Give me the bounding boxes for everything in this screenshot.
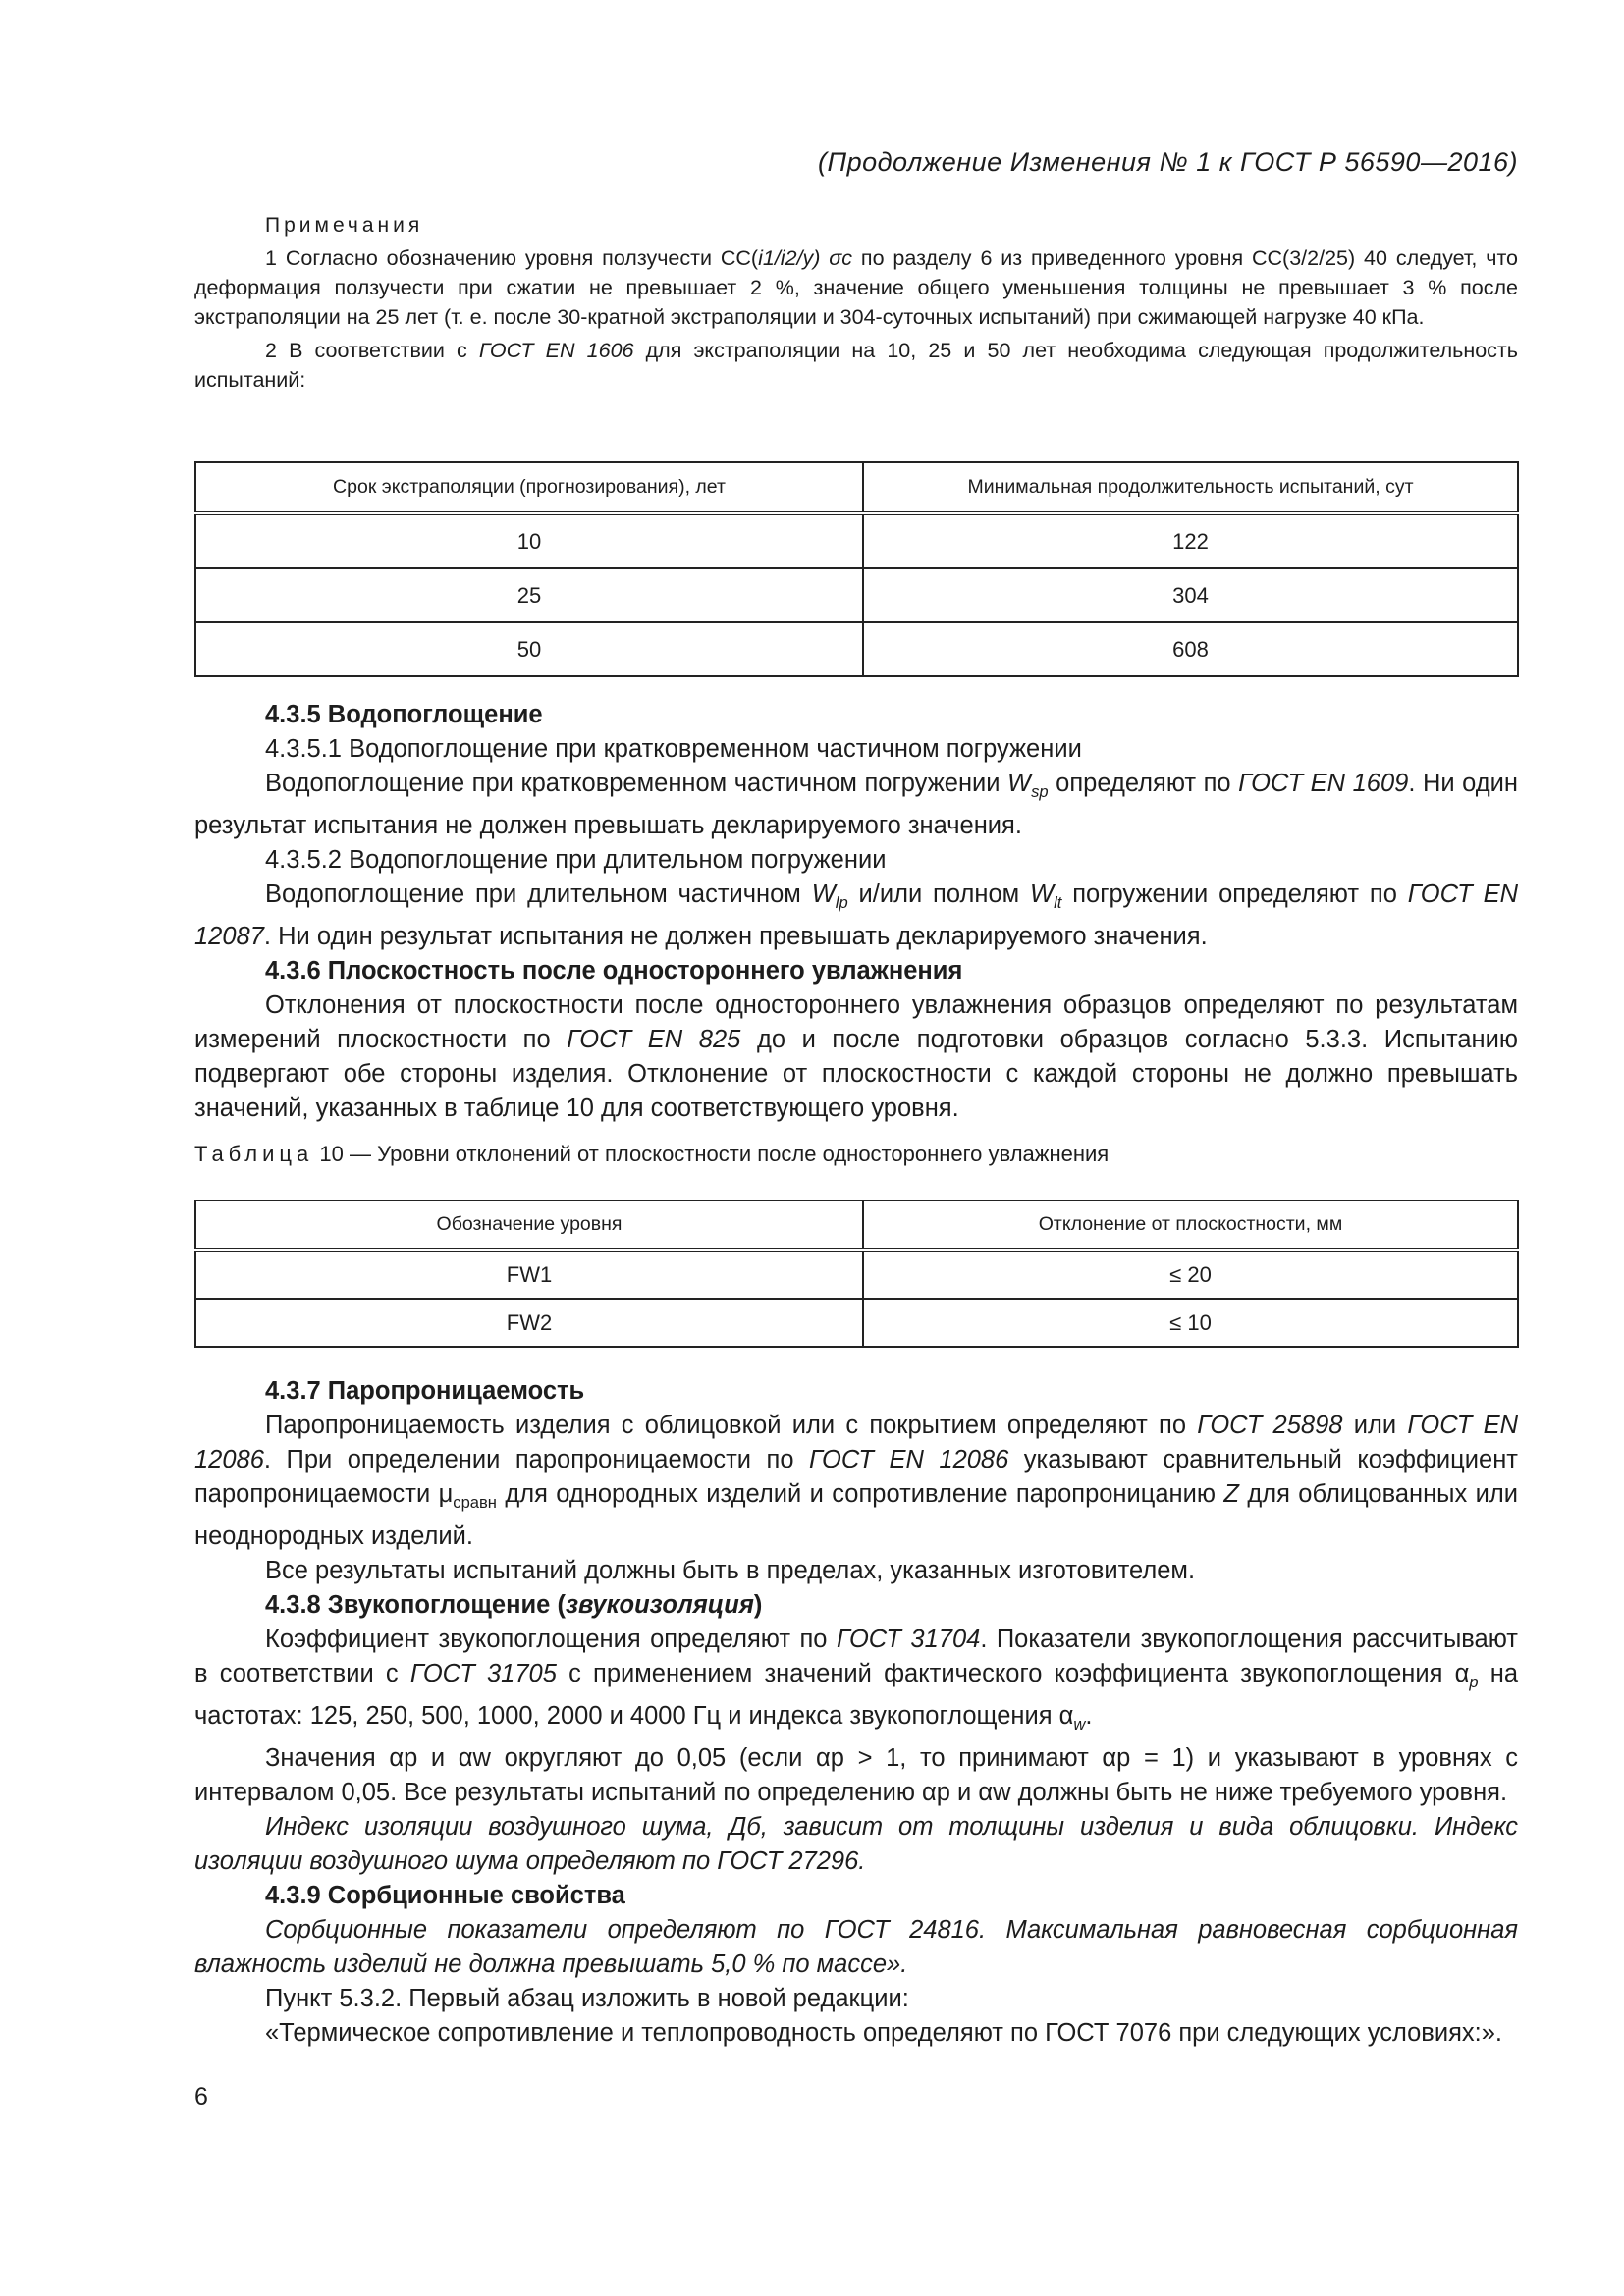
subsection-title: 4.3.5.2 Водопоглощение при длительном погружении (265, 846, 887, 875)
table-header-row (195, 462, 1518, 513)
table-header-cell: Минимальная продолжительность испытаний, сут (863, 462, 1518, 513)
table-cell: FW2 (195, 1299, 863, 1347)
paragraph: Паропроницаемость изделия с облицовкой или с покрытием определяют по ГОСТ 25898 или ГОСТ EN 12086. При определении паропроницаемости по ГОСТ EN 12086 указывают сравнительный коэффициент паропроницаемости $\mu_{сравн}$ для однородных изделий и сопротивление паропроницанию Z для облицованных или неоднородных изделий. (194, 1412, 1519, 1551)
table-cell: 608 (863, 622, 1518, 676)
paragraph: Пункт 5.3.2. Первый абзац изложить в новой редакции: (265, 1985, 909, 2013)
table-header-cell: Обозначение уровня (195, 1201, 863, 1250)
paragraph: Отклонения от плоскостности после одностороннего увлажнения образцов определяют по результатам измерений плоскостности по ГОСТ EN 825 до и после подготовки образцов согласно 5.3.3. Испытанию подвергают обе стороны изделия. Отклонение от плоскостности с каждой стороны не должно превышать значений, указанных в таблице 10 для соответствующего уровня. (194, 991, 1518, 1123)
paragraph: Водопоглощение при кратковременном частичном погружении $W_{sp}$ определяют по ГОСТ EN 1609. Ни один результат испытания не должен превышать декларируемого значения. (194, 770, 1518, 840)
section-title: 4.3.7 Паропроницаемость (265, 1377, 585, 1405)
paragraph: Индекс изоляции воздушного шума, Дб, зависит от толщины изделия и вида облицовки. Индекс изоляции воздушного шума определяют по ГОСТ 27296. (194, 1813, 1518, 1876)
table-header-cell: Отклонение от плоскостности, мм (863, 1201, 1518, 1250)
table-cell: ≤ 20 (863, 1250, 1518, 1299)
table-header-row (195, 1201, 1518, 1250)
notes-block (194, 214, 1518, 395)
notes-title: Примечания (265, 214, 424, 237)
table-row (195, 1250, 1518, 1299)
paragraph: Коэффициент звукопоглощения определяют по ГОСТ 31704. Показатели звукопоглощения рассчитывают в соответствии с ГОСТ 31705 с применением значений фактического коэффициента звукопоглощения $\alpha_p$ на частотах: 125, 250, 500, 1000, 2000 и 4000 Гц и индекса звукопоглощения $\alpha_w$. (194, 1626, 1519, 1735)
page-header: (Продолжение Изменения № 1 к ГОСТ Р 56590—2016) (818, 147, 1518, 177)
table-cell: 50 (195, 622, 863, 676)
table-cell: 10 (195, 513, 863, 568)
table-row (195, 513, 1518, 568)
subsection-title: 4.3.5.1 Водопоглощение при кратковременном частичном погружении (265, 735, 1082, 763)
page-number: 6 (194, 2083, 208, 2110)
table-cell: 304 (863, 568, 1518, 622)
section-4-3-7 (194, 1374, 1518, 2051)
paragraph: Водопоглощение при длительном частичном $W_{lp}$ и/или полном $W_{lt}$ погружении определяют по ГОСТ EN 12087. Ни один результат испытания не должен превышать декларируемого значения. (194, 881, 1519, 951)
section-title: 4.3.5 Водопоглощение (265, 701, 543, 728)
table-row (195, 622, 1518, 676)
table-cell: 122 (863, 513, 1518, 568)
section-4-3-5 (194, 698, 1518, 1126)
note-2: 2 В соответствии с ГОСТ EN 1606 для экстраполяции на 10, 25 и 50 лет необходима следующая продолжительность испытаний: (194, 339, 1518, 392)
paragraph: «Термическое сопротивление и теплопроводность определяют по ГОСТ 7076 при следующих условиях:». (265, 2019, 1502, 2048)
extrapolation-table (194, 461, 1519, 677)
note-1: 1 Согласно обозначению уровня ползучести CC(i1/i2/y) σc по разделу 6 из приведенного уровня CC(3/2/25) 40 следует, что деформация ползучести при сжатии не превышает 2 %, значение общего уменьшения толщины не превышает 3 % после экстраполяции на 25 лет (т. е. после 30-кратной экстраполяции и 304-суточных испытаний) при сжимающей нагрузке 40 кПа. (194, 246, 1519, 329)
paragraph: Сорбционные показатели определяют по ГОСТ 24816. Максимальная равновесная сорбционная влажность изделий не должна превышать 5,0 % по массе». (194, 1916, 1518, 1979)
table-header-cell: Срок экстраполяции (прогнозирования), лет (195, 462, 863, 513)
paragraph: Значения αp и αw округляют до 0,05 (если αp > 1, то принимают αp = 1) и указывают в уровнях с интервалом 0,05. Все результаты испытаний по определению αp и αw должны быть не ниже требуемого уровня. (194, 1744, 1518, 1807)
flatness-table (194, 1200, 1519, 1348)
table-caption: Таблица 10 — Уровни отклонений от плоскостности после одностороннего увлажнения (194, 1142, 1110, 1166)
paragraph: Все результаты испытаний должны быть в пределах, указанных изготовителем. (265, 1557, 1196, 1585)
table-row (195, 1299, 1518, 1347)
section-title: 4.3.9 Сорбционные свойства (265, 1882, 625, 1910)
table-cell: FW1 (195, 1250, 863, 1299)
table-cell: ≤ 10 (863, 1299, 1518, 1347)
section-title: 4.3.8 Звукопоглощение (звукоизоляция) (265, 1591, 763, 1620)
table-cell: 25 (195, 568, 863, 622)
table-row (195, 568, 1518, 622)
section-title: 4.3.6 Плоскостность после одностороннего увлажнения (265, 957, 963, 986)
